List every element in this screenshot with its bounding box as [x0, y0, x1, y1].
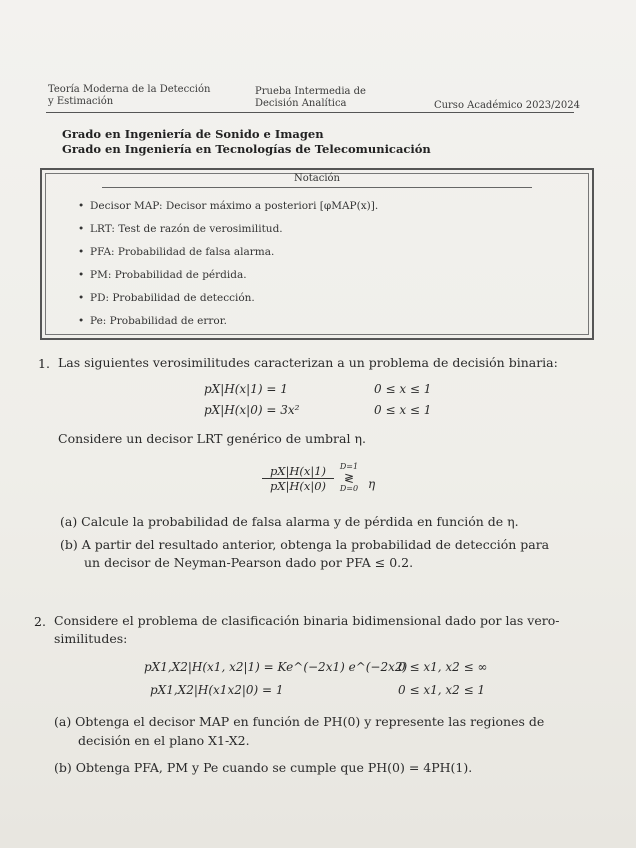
q2-part-b: (b) Obtenga PFA, PM y Pe cuando se cumple que PH(0) = 4PH(1).	[54, 760, 473, 775]
notation-box	[40, 168, 594, 340]
question-1-number: 1.	[38, 356, 50, 371]
question-2-intro-1: Considere el problema de clasificación binaria bidimensional dado por las vero-	[54, 613, 560, 628]
notation-item: • LRT: Test de razón de verosimilitud.	[78, 218, 378, 241]
q2-likelihood-1: pX1,X2|H(x1, x2|1) = Ke^(−2x1) e^(−2x2)	[144, 660, 408, 674]
q1-range-1: 0 ≤ x ≤ 1	[374, 382, 432, 396]
q1-part-b-line-1: (b) A partir del resultado anterior, obtenga la probabilidad de detección para	[60, 537, 550, 552]
q2-range-1: 0 ≤ x1, x2 ≤ ∞	[398, 660, 488, 674]
q2-range-0: 0 ≤ x1, x2 ≤ 1	[398, 683, 486, 697]
exam-line-1: Prueba Intermedia de	[255, 86, 366, 97]
lrt-threshold: η	[368, 477, 376, 491]
notation-item: • PD: Probabilidad de detección.	[78, 287, 378, 310]
notation-item: • Pe: Probabilidad de error.	[78, 310, 378, 333]
academic-year: Curso Académico 2023/2024	[433, 100, 580, 111]
lrt-compare-symbol: ≷	[343, 471, 355, 485]
notation-item: • PM: Probabilidad de pérdida.	[78, 264, 378, 287]
lrt-ratio	[262, 464, 334, 493]
notation-title: Notación	[102, 173, 532, 188]
q1-lrt-text: Considere un decisor LRT genérico de umbral η.	[58, 431, 366, 446]
notation-item: • PFA: Probabilidad de falsa alarma.	[78, 241, 378, 264]
degree-1: Grado en Ingeniería de Sonido e Imagen	[62, 127, 324, 141]
q1-part-b-line-2: un decisor de Neyman-Pearson dado por PFA ≤ 0.2.	[84, 555, 414, 570]
q2-likelihood-0: pX1,X2|H(x1x2|0) = 1	[150, 683, 284, 697]
q1-range-0: 0 ≤ x ≤ 1	[374, 403, 432, 417]
lrt-decision-bottom: D=0	[339, 484, 359, 493]
lrt-numerator: pX|H(x|1)	[262, 464, 334, 479]
course-name	[48, 84, 238, 108]
notation-item: • Decisor MAP: Decisor máximo a posteriori [φMAP(x)].	[78, 195, 378, 218]
degree-2: Grado en Ingeniería en Tecnologías de Telecomunicación	[62, 142, 431, 156]
lrt-denominator: pX|H(x|0)	[269, 479, 327, 493]
q2-part-a-line-2: decisión en el plano X1-X2.	[78, 733, 250, 748]
course-line-1: Teoría Moderna de la Detección	[48, 84, 211, 95]
course-line-2: y Estimación	[48, 96, 114, 107]
exam-name	[255, 86, 385, 110]
notation-list	[78, 195, 378, 333]
lrt-decision-rule	[338, 462, 360, 494]
question-1-intro: Las siguientes verosimilitudes caracterizan a un problema de decisión binaria:	[58, 355, 558, 370]
question-2-number: 2.	[34, 614, 46, 629]
header-rule	[46, 112, 574, 113]
q2-part-a-line-1: (a) Obtenga el decisor MAP en función de PH(0) y represente las regiones de	[54, 714, 545, 729]
q1-likelihood-0: pX|H(x|0) = 3x²	[204, 403, 300, 417]
question-2-intro-2: similitudes:	[54, 631, 128, 646]
q1-likelihood-1: pX|H(x|1) = 1	[204, 382, 288, 396]
q1-part-a: (a) Calcule la probabilidad de falsa alarma y de pérdida en función de η.	[60, 514, 519, 529]
lrt-decision-top: D=1	[339, 462, 359, 471]
exam-line-2: Decisión Analítica	[255, 98, 347, 109]
